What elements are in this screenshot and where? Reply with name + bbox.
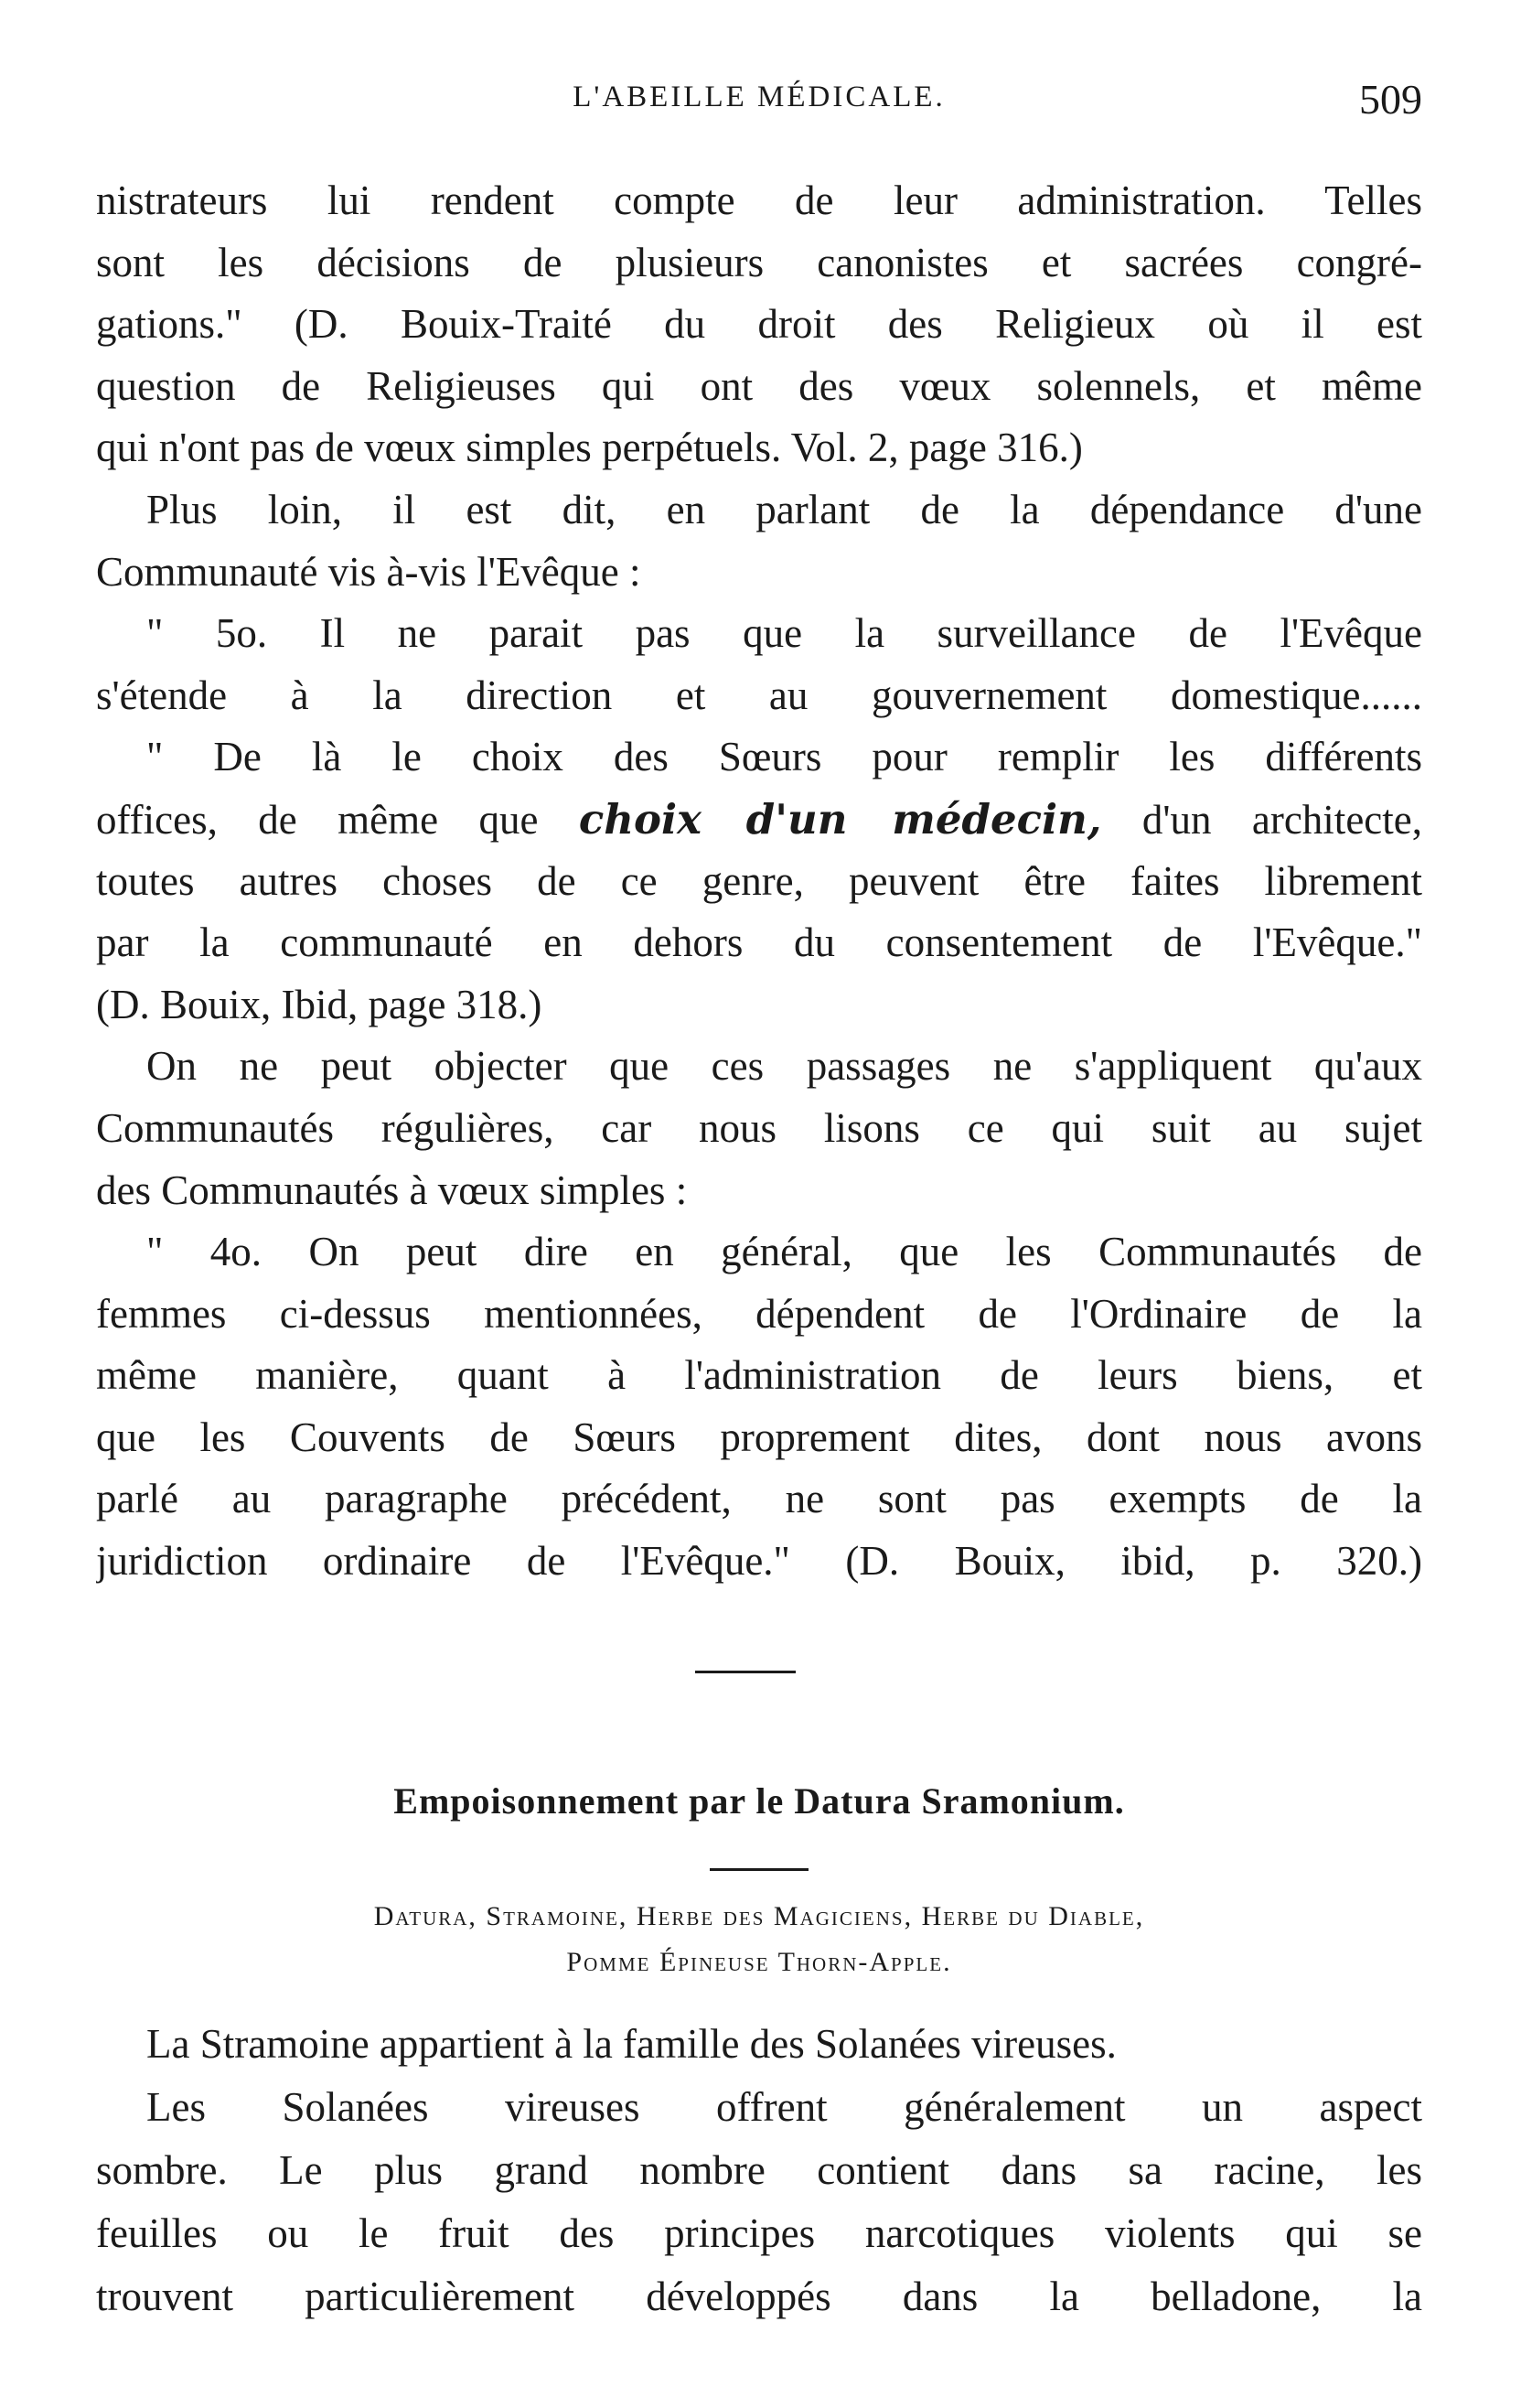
text-line: même manière, quant à l'administration de leurs biens, et [96, 1352, 1422, 1399]
emphasized-phrase: choix d'un médecin, [578, 794, 1102, 844]
text-line: parlé au paragraphe précédent, ne sont pas exempts de la [96, 1476, 1422, 1522]
body-text [96, 170, 1422, 1593]
synonyms-line: Datura, Stramoine, Herbe des Magiciens, Herbe du Diable, [373, 1901, 1145, 1931]
text-line: Communautés régulières, car nous lisons ce qui suit au sujet [96, 1104, 1422, 1151]
section-divider [695, 1671, 796, 1673]
text-line: des Communautés à vœux simples : [96, 1166, 688, 1213]
text-line: La Stramoine appartient à la famille des Solanées vireuses. [146, 2021, 1117, 2067]
text-segment: offices, de même que [96, 796, 579, 843]
text-line: question de Religieuses qui ont des vœux solennels, et même [96, 362, 1422, 409]
text-line: qui n'ont pas de vœux simples perpétuels. Vol. 2, page 316.) [96, 425, 1083, 471]
section-title: Empoisonnement par le Datura Sramonium. [393, 1780, 1125, 1822]
text-line: feuilles ou le fruit des principes narcotiques violents qui se [96, 2210, 1422, 2256]
title-divider [710, 1868, 809, 1871]
section-body [96, 2013, 1422, 2328]
text-line: Plus loin, il est dit, en parlant de la dépendance d'une [146, 486, 1422, 532]
text-line: On ne peut objecter que ces passages ne s'appliquent qu'aux [146, 1043, 1422, 1090]
text-line: sont les décisions de plusieurs canonistes et sacrées congré- [96, 239, 1422, 285]
text-line: Les Solanées vireuses offrent généralement un aspect [146, 2084, 1422, 2130]
text-line: sombre. Le plus grand nombre contient dans sa racine, les [96, 2147, 1422, 2193]
text-line: gations." (D. Bouix-Traité du droit des Religieux où il est [96, 301, 1422, 348]
text-line: " De là le choix des Sœurs pour remplir les différents [146, 734, 1422, 780]
text-segment: d'un architecte, [1101, 796, 1422, 843]
text-line: toutes autres choses de ce genre, peuvent être faites librement [96, 857, 1422, 904]
text-line: que les Couvents de Sœurs proprement dites, dont nous avons [96, 1414, 1422, 1460]
text-line-emphasis [96, 789, 1422, 851]
text-line: Communauté vis à-vis l'Evêque : [96, 548, 641, 595]
text-line: femmes ci-dessus mentionnées, dépendent de l'Ordinaire de la [96, 1290, 1422, 1337]
running-title: L'ABEILLE MÉDICALE. [573, 81, 946, 113]
text-line: juridiction ordinaire de l'Evêque." (D. Bouix, ibid, p. 320.) [96, 1538, 1422, 1585]
text-line: nistrateurs lui rendent compte de leur administration. Telles [96, 177, 1422, 223]
page-header [96, 76, 1422, 135]
synonyms-line: Pomme Épineuse Thorn-Apple. [566, 1947, 952, 1977]
page-number: 509 [1359, 76, 1422, 123]
text-line: par la communauté en dehors du consentement de l'Evêque." [96, 919, 1422, 966]
text-line: trouvent particulièrement développés dans la belladone, la [96, 2274, 1422, 2319]
text-line: " 4o. On peut dire en général, que les Communautés de [146, 1229, 1422, 1275]
text-line: (D. Bouix, Ibid, page 318.) [96, 981, 542, 1027]
text-line: " 5o. Il ne parait pas que la surveillance de l'Evêque [146, 610, 1422, 657]
text-line: s'étende à la direction et au gouvernement domestique...... [96, 672, 1422, 718]
